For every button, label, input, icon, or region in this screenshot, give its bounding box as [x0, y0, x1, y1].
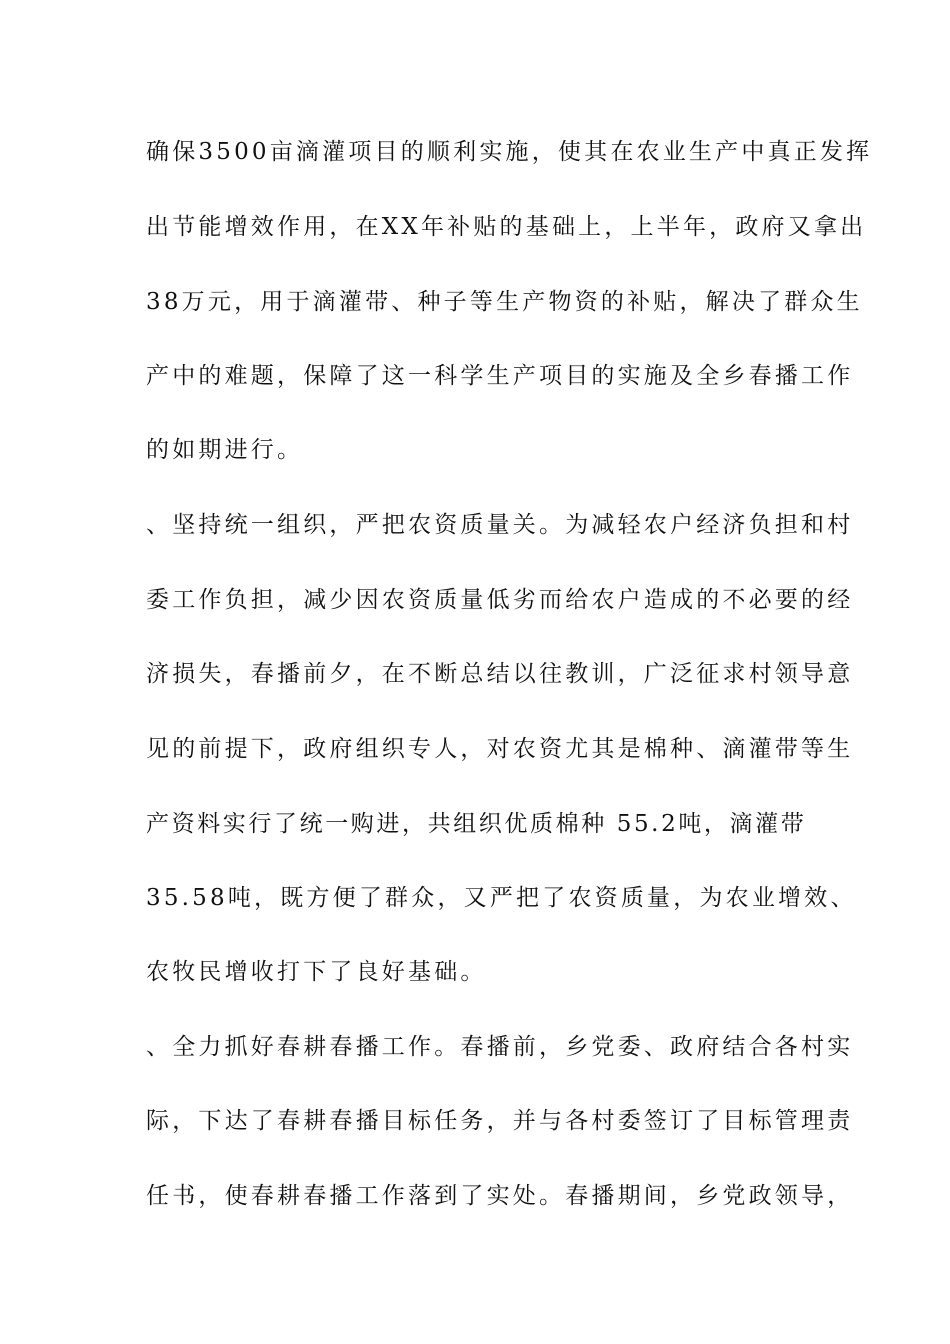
text-line: 际，下达了春耕春播目标任务，并与各村委签订了目标管理责	[146, 1108, 854, 1134]
text-line: 任书，使春耕春播工作落到了实处。春播期间，乡党政领导，	[146, 1183, 854, 1209]
text-line: 35.58吨，既方便了群众，又严把了农资质量，为农业增效、	[146, 885, 857, 911]
text-line: 38万元，用于滴灌带、种子等生产物资的补贴，解决了群众生	[146, 289, 863, 315]
text-line: 出节能增效作用，在XX年补贴的基础上，上半年，政府又拿出	[146, 214, 867, 240]
paragraph-heading-line: 、全力抓好春耕春播工作。春播前，乡党委、政府结合各村实	[146, 1034, 854, 1060]
text-line: 见的前提下，政府组织专人，对农资尤其是棉种、滴灌带等生	[146, 736, 854, 762]
text-line: 的如期进行。	[146, 437, 304, 463]
text-line: 产资料实行了统一购进，共组织优质棉种 55.2吨，滴灌带	[146, 811, 807, 837]
paragraph-heading-line: 、坚持统一组织，严把农资质量关。为减轻农户经济负担和村	[146, 512, 854, 538]
text-line: 济损失，春播前夕，在不断总结以往教训，广泛征求村领导意	[146, 661, 854, 687]
text-line: 农牧民增收打下了良好基础。	[146, 959, 487, 985]
text-line: 确保3500亩滴灌项目的顺利实施，使其在农业生产中真正发挥	[146, 139, 873, 165]
text-line: 委工作负担，减少因农资质量低劣而给农户造成的不必要的经	[146, 587, 854, 613]
text-line: 产中的难题，保障了这一科学生产项目的实施及全乡春播工作	[146, 363, 854, 389]
